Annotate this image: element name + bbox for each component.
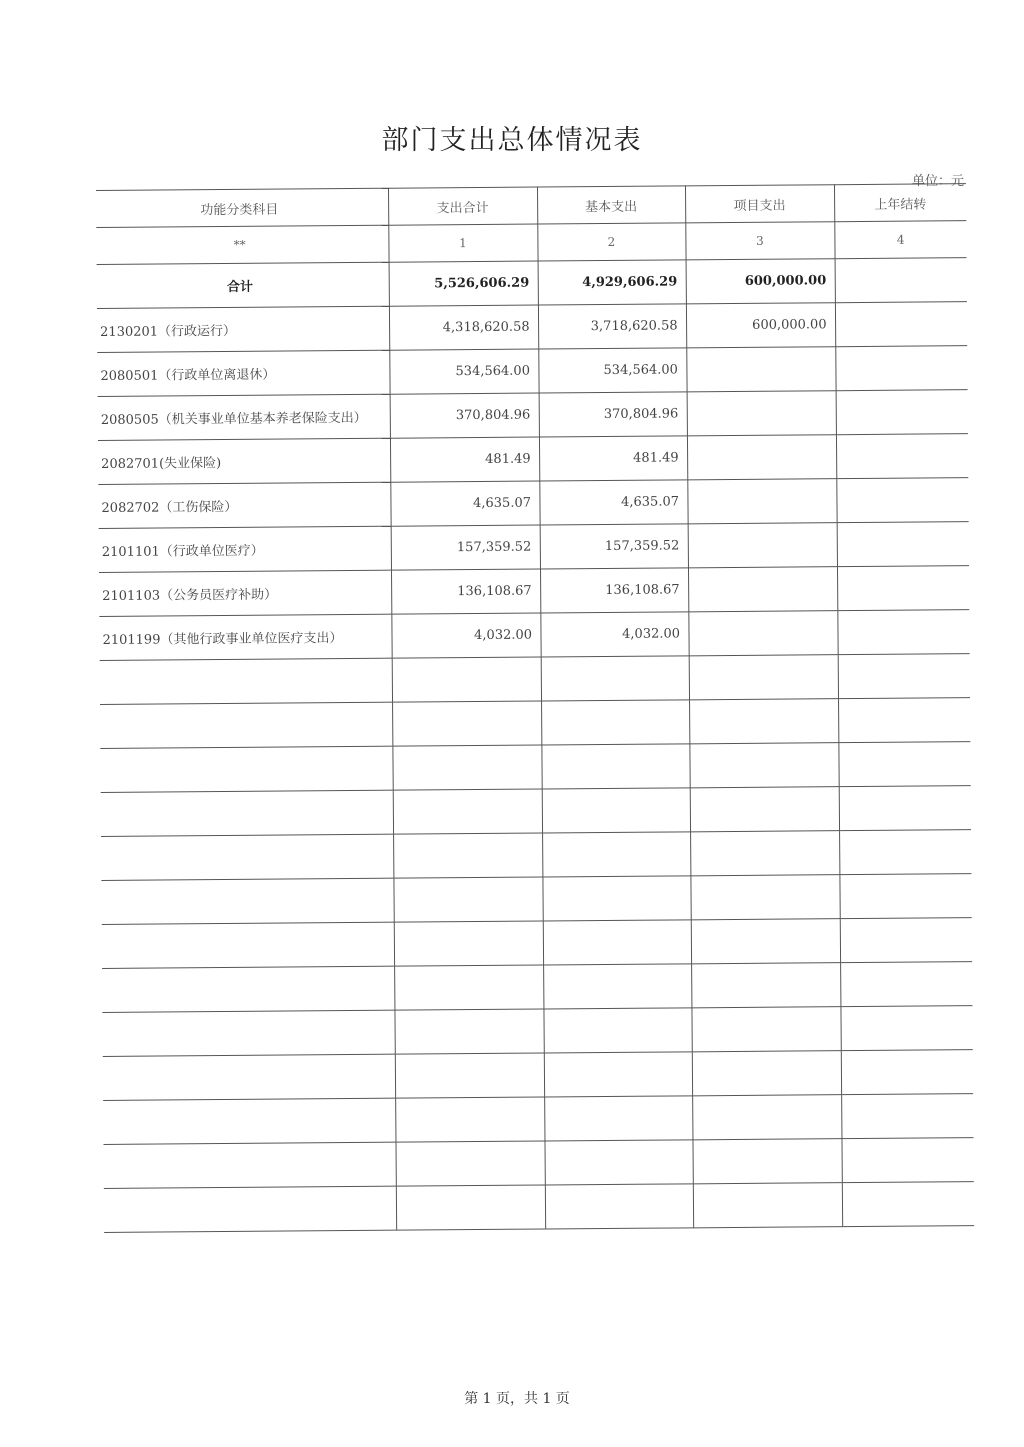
table-row	[97, 346, 967, 397]
row-total: 370,804.96	[390, 393, 539, 438]
header-total-expenditure: 支出合计	[388, 187, 537, 225]
empty-cell	[541, 700, 689, 745]
empty-cell	[838, 742, 970, 787]
unit-label: 单位：元	[911, 174, 964, 189]
expenditure-table-wrapper	[96, 183, 974, 1233]
empty-cell	[392, 657, 541, 702]
empty-cell	[839, 786, 971, 831]
empty-row	[100, 654, 970, 705]
total-row	[97, 258, 967, 309]
index-cell: 1	[388, 224, 537, 262]
row-category: 2082701(失业保险)	[98, 438, 390, 484]
empty-row	[102, 1006, 972, 1057]
empty-cell	[101, 790, 393, 836]
row-basic: 3,718,620.58	[538, 304, 686, 349]
empty-row	[103, 1138, 973, 1189]
row-category: 2080501（行政单位离退休）	[97, 350, 389, 396]
empty-cell	[691, 919, 840, 964]
empty-row	[103, 1094, 973, 1145]
empty-cell	[542, 876, 690, 921]
expenditure-table	[96, 183, 974, 1233]
row-project	[688, 567, 837, 612]
empty-cell	[838, 654, 970, 699]
empty-row	[102, 918, 972, 969]
empty-cell	[689, 655, 838, 700]
empty-cell	[104, 1186, 396, 1232]
empty-cell	[690, 875, 839, 920]
empty-cell	[839, 874, 971, 919]
empty-cell	[840, 918, 972, 963]
row-category: 2101101（行政单位医疗）	[99, 526, 391, 572]
row-total: 4,318,620.58	[389, 305, 538, 350]
table-row	[99, 566, 969, 617]
row-total: 481.49	[390, 437, 539, 482]
empty-cell	[101, 834, 393, 880]
total-project-value: 600,000.00	[686, 259, 835, 304]
row-category: 2080505（机关事业单位基本养老保险支出）	[98, 394, 390, 440]
empty-cell	[693, 1183, 842, 1228]
row-project	[687, 435, 836, 480]
row-basic: 157,359.52	[540, 524, 688, 569]
row-basic: 136,108.67	[540, 568, 688, 613]
empty-cell	[103, 1142, 395, 1188]
index-cell: 4	[834, 221, 966, 259]
empty-cell	[541, 656, 689, 701]
row-category: 2101199（其他行政事业单位医疗支出）	[99, 614, 391, 660]
row-project	[686, 347, 835, 392]
header-function-category: 功能分类科目	[96, 188, 388, 227]
empty-cell	[394, 1009, 543, 1054]
empty-cell	[395, 1053, 544, 1098]
empty-cell	[100, 746, 392, 792]
empty-cell	[396, 1185, 545, 1230]
empty-cell	[392, 701, 541, 746]
row-carryover	[837, 610, 969, 655]
row-total: 534,564.00	[389, 349, 538, 394]
empty-cell	[841, 1094, 973, 1139]
index-cell: 3	[685, 222, 834, 260]
row-carryover	[836, 478, 968, 523]
row-basic: 4,032.00	[540, 612, 688, 657]
empty-row	[100, 698, 970, 749]
empty-cell	[545, 1184, 693, 1229]
empty-cell	[100, 658, 392, 704]
empty-cell	[103, 1054, 395, 1100]
empty-cell	[692, 1051, 841, 1096]
table-row	[98, 434, 968, 485]
row-carryover	[835, 346, 967, 391]
empty-cell	[102, 922, 394, 968]
empty-cell	[841, 1138, 973, 1183]
empty-cell	[689, 699, 838, 744]
total-label: 合计	[97, 262, 389, 308]
empty-row	[101, 874, 971, 925]
empty-cell	[842, 1182, 974, 1227]
page-footer: 第 1 页，共 1 页	[464, 1391, 570, 1407]
total-carryover-value	[835, 258, 967, 303]
index-cell: 2	[537, 223, 685, 261]
row-project	[688, 523, 837, 568]
empty-cell	[102, 1010, 394, 1056]
row-category: 2082702（工伤保险）	[98, 482, 390, 528]
empty-cell	[690, 831, 839, 876]
empty-cell	[690, 787, 839, 832]
row-total: 136,108.67	[391, 569, 540, 614]
row-basic: 4,635.07	[539, 480, 687, 525]
empty-cell	[395, 1141, 544, 1186]
header-project-expenditure: 项目支出	[685, 185, 834, 223]
total-basic-value: 4,929,606.29	[538, 260, 686, 305]
empty-cell	[840, 1006, 972, 1051]
empty-cell	[392, 745, 541, 790]
empty-cell	[394, 921, 543, 966]
row-carryover	[836, 390, 968, 435]
row-project	[687, 391, 836, 436]
header-prior-year-carryover: 上年结转	[834, 184, 966, 222]
page-title: 部门支出总体情况表	[381, 125, 643, 156]
table-row	[98, 478, 968, 529]
empty-cell	[394, 965, 543, 1010]
empty-cell	[102, 966, 394, 1012]
empty-cell	[393, 789, 542, 834]
row-basic: 534,564.00	[538, 348, 686, 393]
empty-cell	[692, 1095, 841, 1140]
empty-cell	[691, 963, 840, 1008]
empty-cell	[543, 920, 691, 965]
empty-cell	[100, 702, 392, 748]
empty-cell	[101, 878, 393, 924]
empty-row	[103, 1050, 973, 1101]
row-basic: 370,804.96	[539, 392, 687, 437]
empty-cell	[841, 1050, 973, 1095]
table-row	[99, 522, 969, 573]
empty-row	[101, 786, 971, 837]
row-carryover	[835, 302, 967, 347]
empty-cell	[542, 788, 690, 833]
empty-cell	[691, 1007, 840, 1052]
table-row	[97, 302, 967, 353]
empty-row	[100, 742, 970, 793]
row-carryover	[836, 434, 968, 479]
empty-row	[104, 1182, 974, 1233]
total-expenditure-value: 5,526,606.29	[389, 261, 538, 306]
empty-row	[102, 962, 972, 1013]
empty-cell	[840, 962, 972, 1007]
empty-cell	[544, 1096, 692, 1141]
empty-cell	[393, 833, 542, 878]
empty-cell	[103, 1098, 395, 1144]
empty-cell	[395, 1097, 544, 1142]
empty-cell	[544, 1140, 692, 1185]
row-total: 4,032.00	[391, 613, 540, 658]
index-cell: **	[96, 225, 388, 264]
row-category: 2101103（公务员医疗补助）	[99, 570, 391, 616]
empty-cell	[544, 1052, 692, 1097]
row-total: 157,359.52	[391, 525, 540, 570]
row-project	[687, 479, 836, 524]
row-category: 2130201（行政运行）	[97, 306, 389, 352]
empty-cell	[839, 830, 971, 875]
empty-cell	[692, 1139, 841, 1184]
table-row	[98, 390, 968, 441]
row-total: 4,635.07	[390, 481, 539, 526]
table-row	[99, 610, 969, 661]
empty-cell	[543, 964, 691, 1009]
row-basic: 481.49	[539, 436, 687, 481]
row-carryover	[837, 566, 969, 611]
empty-cell	[838, 698, 970, 743]
row-carryover	[837, 522, 969, 567]
row-project	[688, 611, 837, 656]
empty-row	[101, 830, 971, 881]
empty-cell	[543, 1008, 691, 1053]
header-basic-expenditure: 基本支出	[537, 186, 685, 224]
row-project: 600,000.00	[686, 303, 835, 348]
empty-cell	[541, 744, 689, 789]
empty-cell	[393, 877, 542, 922]
empty-cell	[689, 743, 838, 788]
empty-cell	[542, 832, 690, 877]
